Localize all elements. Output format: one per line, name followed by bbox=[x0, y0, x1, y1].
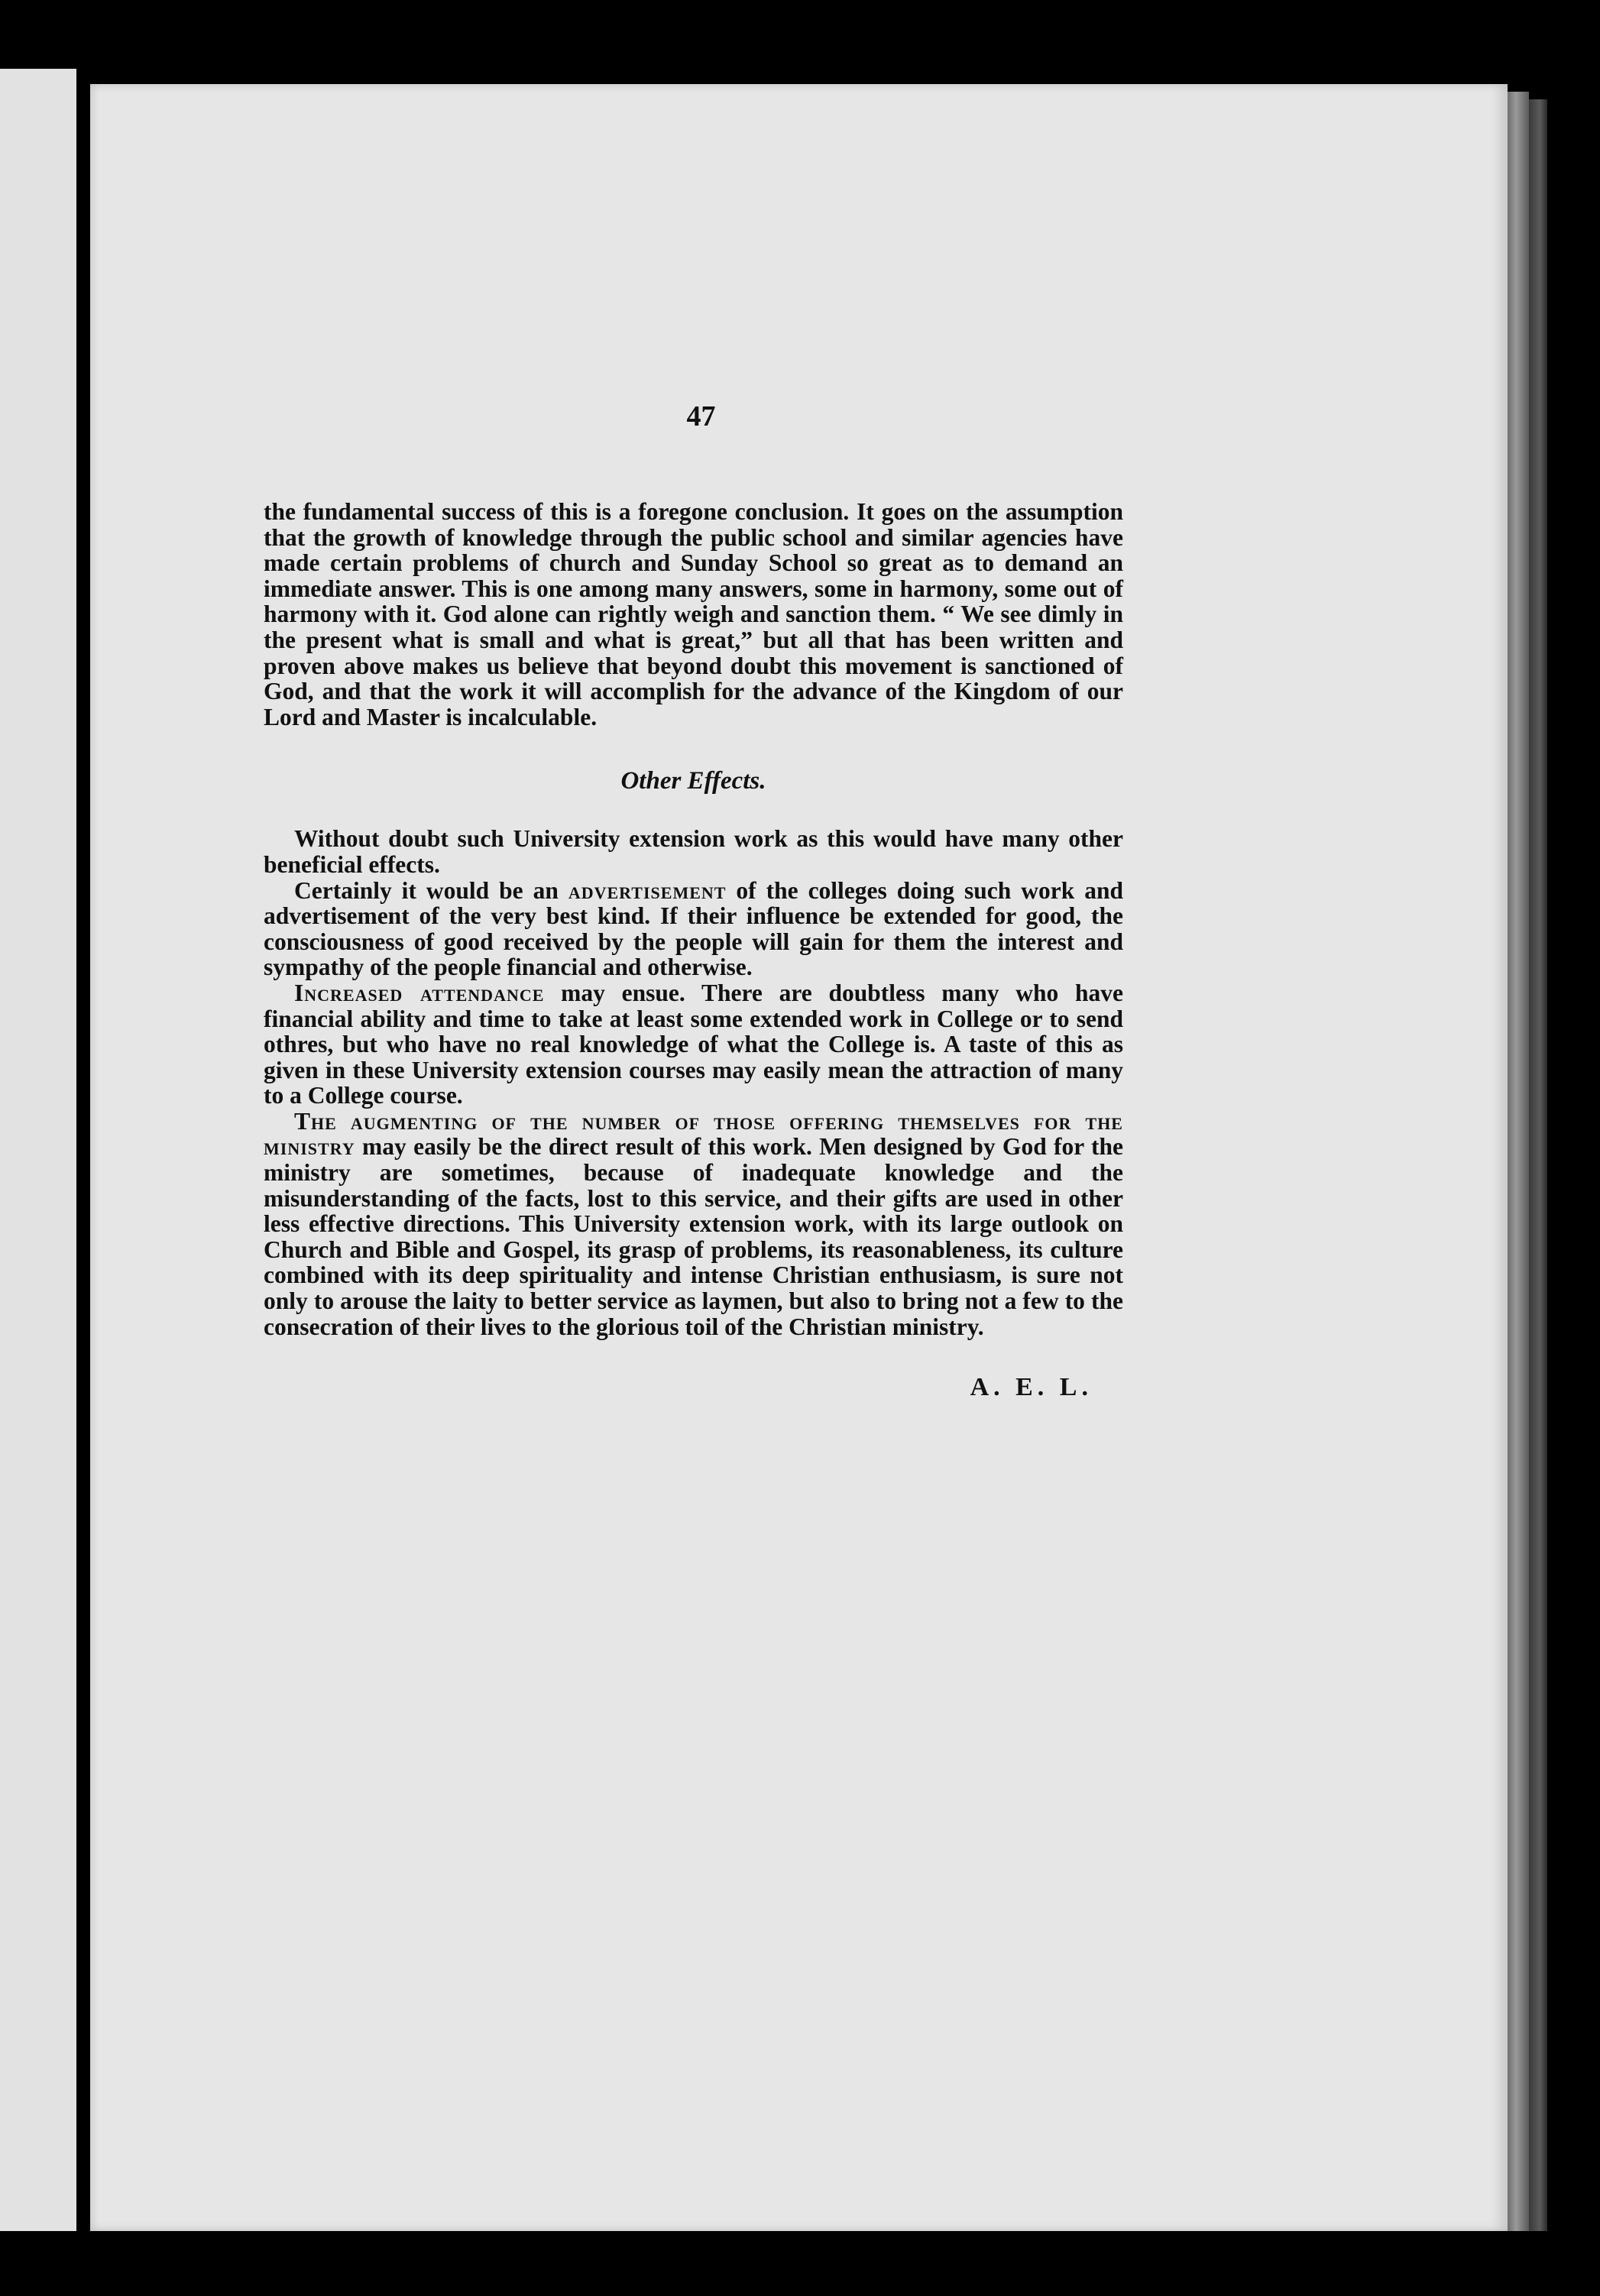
page-number: 47 bbox=[686, 400, 716, 432]
book-edge bbox=[1508, 92, 1529, 2231]
paragraph-other-effects: Without doubt such University extension work as this would have many other beneficial effects. bbox=[264, 825, 1123, 878]
paragraph-body: of the colleges doing such work and advertisement of the very best kind. If their influence be extended for good, the consciousness of good received by the people will gain for them the interest and sympathy of the people financial and otherwise. bbox=[264, 876, 1123, 981]
left-page-edge bbox=[0, 69, 76, 2231]
paragraph-continuation: the fundamental success of this is a foregone conclusion. It goes on the assumption that the growth of knowledge through the public school and similar agencies have made certain problems of church and Sunday School so great as to demand an immediate answer. This is one among many answers, some in harmony, some out of harmony with it. God alone can rightly weigh and sanction them. “ We see dimly in the present what is small and what is great,” but all that has been written and proven above makes us believe that beyond doubt this movement is sanctioned of God, and that the work it will accomplish for the advance of the Kingdom of our Lord and Master is incalculable. bbox=[264, 498, 1123, 730]
paragraph-lead: Certainly it would be an bbox=[294, 876, 559, 904]
book-cover-edge bbox=[1529, 99, 1547, 2231]
section-heading: Other Effects. bbox=[620, 767, 766, 795]
page-text bbox=[264, 401, 1123, 1402]
author-signature: A. E. L. bbox=[970, 1373, 1093, 1402]
ministry-term: The augmenting of the number of those offering themselves for the ministry bbox=[264, 1107, 1123, 1161]
paragraph-ministry bbox=[264, 1109, 1123, 1339]
advertisement-term: advertisement bbox=[568, 876, 727, 904]
attendance-term: Increased attendance bbox=[294, 979, 545, 1006]
paragraph-body: may easily be the direct result of this work. Men designed by God for the ministry are sometimes, because of inadequate knowledge and the misunderstanding of the facts, lost to this service, and their gifts are used in other less effective directions. This University extension work, with its large outlook on Church and Bible and Gospel, its grasp of problems, its reasonableness, its culture combined with its deep spirituality and intense Christian enthusiasm, is sure not only to arouse the laity to better service as laymen, but also to bring not a few to the consecration of their lives to the glorious toil of the Christian ministry. bbox=[264, 1133, 1124, 1340]
paragraph-attendance bbox=[264, 980, 1123, 1109]
paragraph-advertisement bbox=[264, 878, 1123, 980]
paragraph-body: may ensue. There are doubtless many who have financial ability and time to take at least some extended work in College or to send othres, but who have no real knowledge of what the College is. A taste of this as given in these University extension courses may easily mean the attraction of many to a College course. bbox=[264, 979, 1124, 1109]
